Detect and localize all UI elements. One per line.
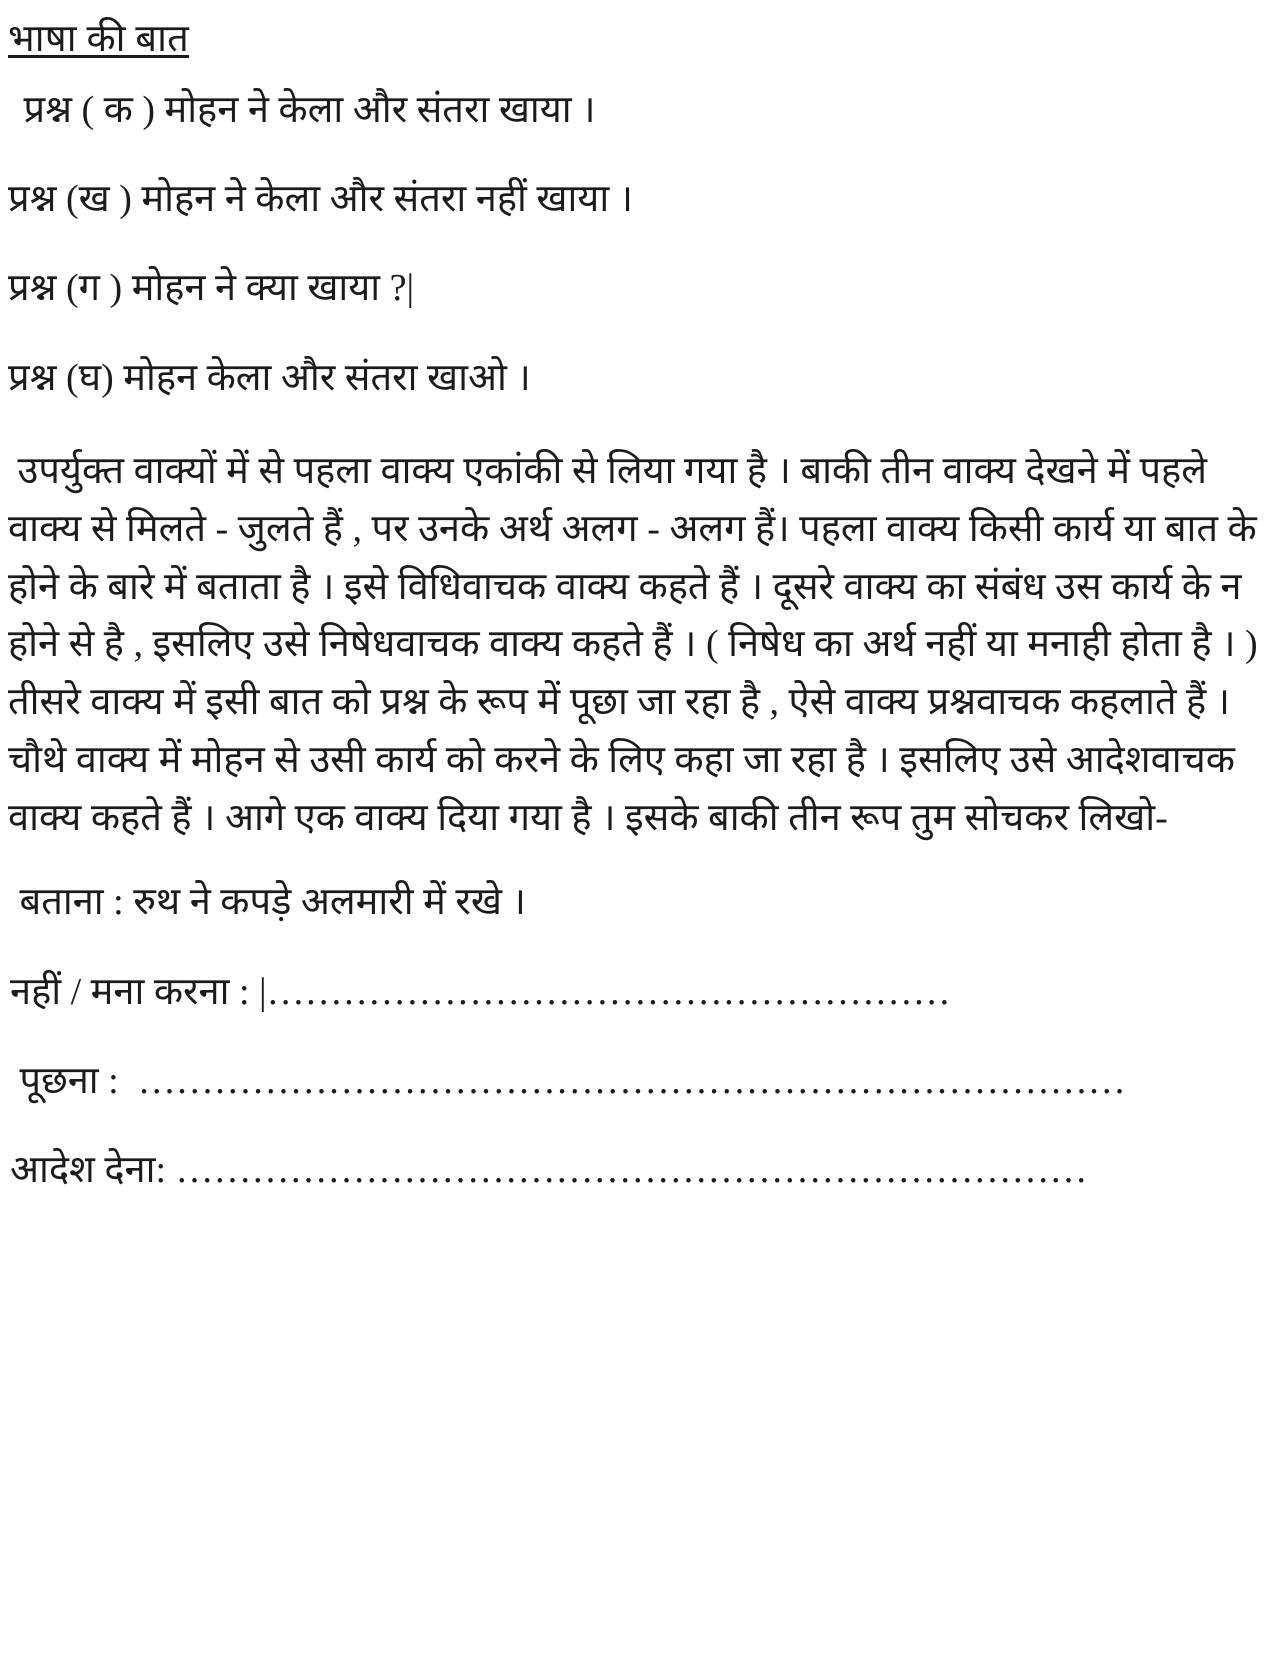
- explanation-paragraph: उपर्युक्त वाक्यों में से पहला वाक्य एकांकी से लिया गया है । बाकी तीन वाक्य देखने में पहले वाक्य से मिलते - जुलते हैं , पर उनके अर्थ अलग - अलग हैं। पहला वाक्य किसी कार्य या बात के होने के बारे में बताता है । इसे विधिवाचक वाक्य कहते हैं । दूसरे वाक्य का संबंध उस कार्य के न होने से है , इसलिए उसे निषेधवाचक वाक्य कहते हैं । ( निषेध का अर्थ नहीं या मनाही होता है । ) तीसरे वाक्य में इसी बात को प्रश्न के रूप में पूछा जा रहा है , ऐसे वाक्य प्रश्नवाचक कहलाते हैं । चौथे वाक्य में मोहन से उसी कार्य को करने के लिए कहा जा रहा है । इसलिए उसे आदेशवाचक वाक्य कहते हैं । आगे एक वाक्य दिया गया है । इसके बाकी तीन रूप तुम सोचकर लिखो-: [8, 450, 1268, 839]
- section-title: भाषा की बात: [8, 18, 189, 60]
- exercise-blank-command: आदेश देना: ………………………………………………………………: [10, 1149, 1088, 1192]
- question-line-ga: प्रश्न (ग ) मोहन ने क्या खाया ?|: [8, 267, 415, 310]
- exercise-blank-negative: नहीं / मना करना : |………………………………………………: [10, 970, 951, 1013]
- exercise-example: बताना : रुथ ने कपड़े अलमारी में रखे ।: [10, 881, 526, 924]
- question-line-gha: प्रश्न (घ) मोहन केला और संतरा खाओ ।: [8, 356, 531, 399]
- question-line-kha: प्रश्न (ख ) मोहन ने केला और संतरा नहीं खाया ।: [8, 177, 634, 220]
- exercise-blank-question: पूछना : ……………………………………………………………………: [10, 1059, 1126, 1102]
- question-line-ka: प्रश्न ( क ) मोहन ने केला और संतरा खाया ।: [14, 88, 596, 131]
